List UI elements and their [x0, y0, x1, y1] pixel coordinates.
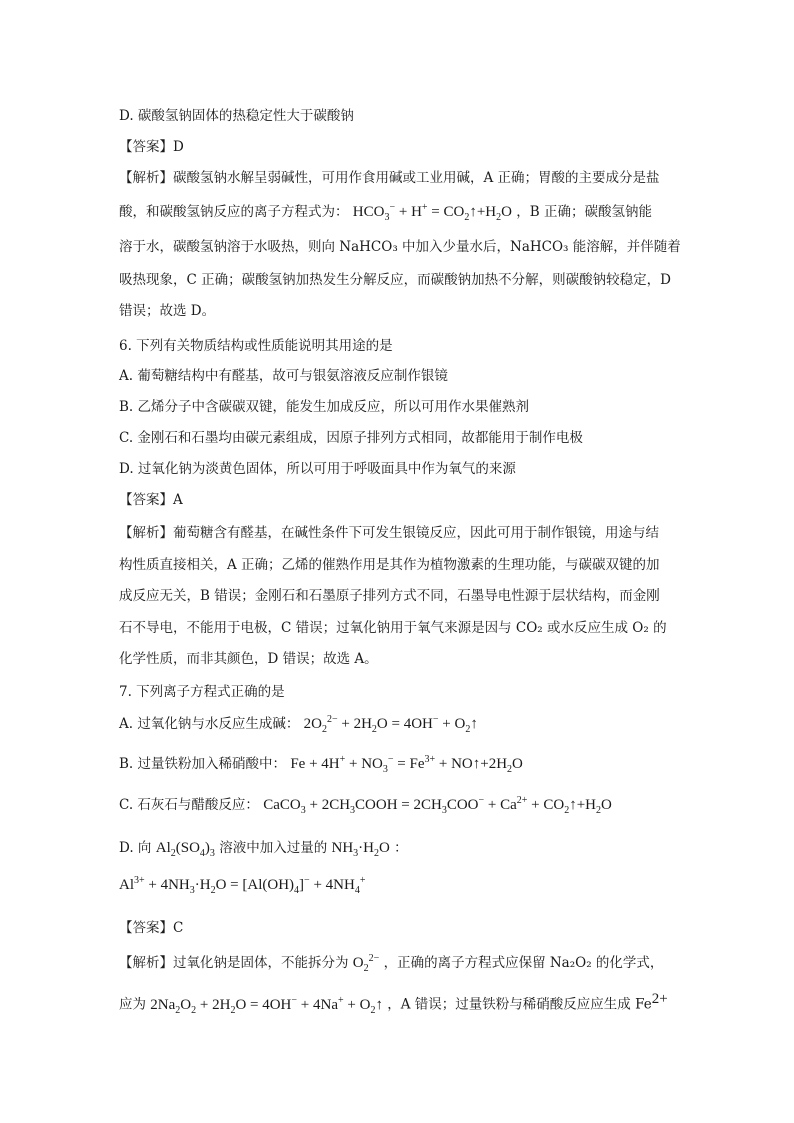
equation-7d: [119, 875, 365, 896]
equation-bicarbonate: $HCO_3^- + H^+$ = $CO_2↑+H_2O$: [352, 202, 512, 223]
analysis-7-text-c: 应为: [119, 996, 146, 1013]
answer-6: 【答案】A: [119, 492, 183, 508]
answer-7: 【答案】C: [119, 920, 184, 936]
option-7d-text: D. 向: [119, 840, 152, 856]
equation-7-corrected: $2Na_2O_2 + 2H_2O = 4OH^- + 4Na^+$ + $O_2↑$: [150, 994, 383, 1016]
option-6a: A. 葡萄糖结构中有醛基，故可与银氨溶液反应制作银镜: [119, 368, 448, 384]
equation-7b: $Fe + 4H^+ + NO_3^- = Fe^{3+}$ + $NO↑+2H_2O$: [290, 754, 523, 775]
option-7d: [119, 836, 408, 859]
option-6b: B. 乙烯分子中含碳碳双键，能发生加成反应，所以可用作水果催熟剂: [119, 399, 530, 415]
formula-nh3h2o: $NH_3\cdot H_2O$: [331, 840, 390, 859]
equation-7d-body: $Al^{3+} + 4NH_3\cdot H_2O = [Al(OH)_4]^- + 4NH_4^+$: [119, 875, 366, 896]
analysis-5-line-2: [119, 200, 652, 223]
analysis-6-line-5: 化学性质，而非其颜色，D 错误；故选 A。: [119, 651, 378, 667]
option-7c: [119, 793, 612, 816]
answer-5: 【答案】D: [119, 139, 184, 155]
analysis-7-text: 【解析】过氧化钠是固体，不能拆分为: [119, 955, 349, 971]
option-5d: D. 碳酸氢钠固体的热稳定性大于碳酸钠: [119, 108, 354, 124]
analysis-6-line-1: 【解析】葡萄糖含有醛基，在碱性条件下可发生银镜反应，因此可用于制作银镜，用途与结: [119, 525, 659, 541]
option-7b: [119, 752, 523, 775]
fe-charge: 2+: [651, 991, 668, 1007]
analysis-5-line-3: 溶于水，碳酸氢钠溶于水吸热，则向 NaHCO₃ 中加入少量水后，NaHCO₃ 能溶解，并伴随着: [119, 239, 681, 255]
question-7: 7. 下列离子方程式正确的是: [119, 684, 285, 700]
analysis-6-line-2: 构性质直接相关，A 正确；乙烯的催熟作用是其作为植物激素的生理功能，与碳碳双键的加: [119, 557, 660, 573]
option-7a: [119, 712, 478, 735]
equation-7a: $2O_2^{2-} + 2H_2O = 4OH^-$ + $O_2↑$: [303, 714, 478, 735]
analysis-5-line-4: 吸热现象，C 正确；碳酸氢钠加热发生分解反应，而碳酸钠加热不分解，则碳酸钠较稳定，D: [119, 272, 671, 288]
formula-peroxide-ion: $O_2^{2-}$: [352, 953, 380, 974]
analysis-6-line-4: 石不导电，不能用于电极，C 错误；过氧化钠用于氧气来源是因与 CO₂ 或水反应生成 O₂ 的: [119, 620, 667, 636]
option-7a-text: A. 过氧化钠与水反应生成碱：: [119, 716, 300, 732]
analysis-7-text-b: ，正确的离子方程式应保留 Na₂O₂ 的化学式，: [383, 955, 664, 971]
analysis-5-text: 酸，和碳酸氢钠反应的离子方程式为：: [119, 204, 349, 220]
analysis-5-text-b: ，B 正确；碳酸氢钠能: [516, 204, 652, 220]
option-7d-colon: ：: [394, 840, 408, 856]
analysis-6-line-3: 成反应无关，B 错误；金刚石和石墨原子排列方式不同，石墨导电性源于层状结构，而金刚: [119, 588, 660, 604]
option-7d-text-b: 溶液中加入过量的: [219, 840, 328, 856]
analysis-7-text-d: ，A 错误；过量铁粉与稀硝酸反应应生成 Fe: [387, 996, 652, 1013]
equation-7c: CaCO$_3$ + $2CH_3COOH = 2CH_3COO^- + Ca^{2+}$ + $CO_2↑+H_2O$: [263, 795, 612, 816]
analysis-7-line-2: [119, 991, 668, 1016]
option-7b-text: B. 过量铁粉加入稀硝酸中：: [119, 756, 287, 772]
analysis-5-line-1: 【解析】碳酸氢钠水解呈弱碱性，可用作食用碱或工业用碱，A 正确；胃酸的主要成分是盐: [119, 170, 660, 186]
option-6d: D. 过氧化钠为淡黄色固体，所以可用于呼吸面具中作为氧气的来源: [119, 461, 516, 477]
analysis-5-line-5: 错误；故选 D。: [119, 303, 216, 319]
option-7c-text: C. 石灰石与醋酸反应：: [119, 797, 259, 813]
analysis-7-line-1: [119, 951, 663, 974]
option-6c: C. 金刚石和石墨均由碳元素组成，因原子排列方式相同，故都能用于制作电极: [119, 430, 583, 446]
question-6: 6. 下列有关物质结构或性质能说明其用途的是: [119, 338, 393, 354]
formula-al2so43: $Al_2(SO_4)_3$: [155, 840, 215, 859]
